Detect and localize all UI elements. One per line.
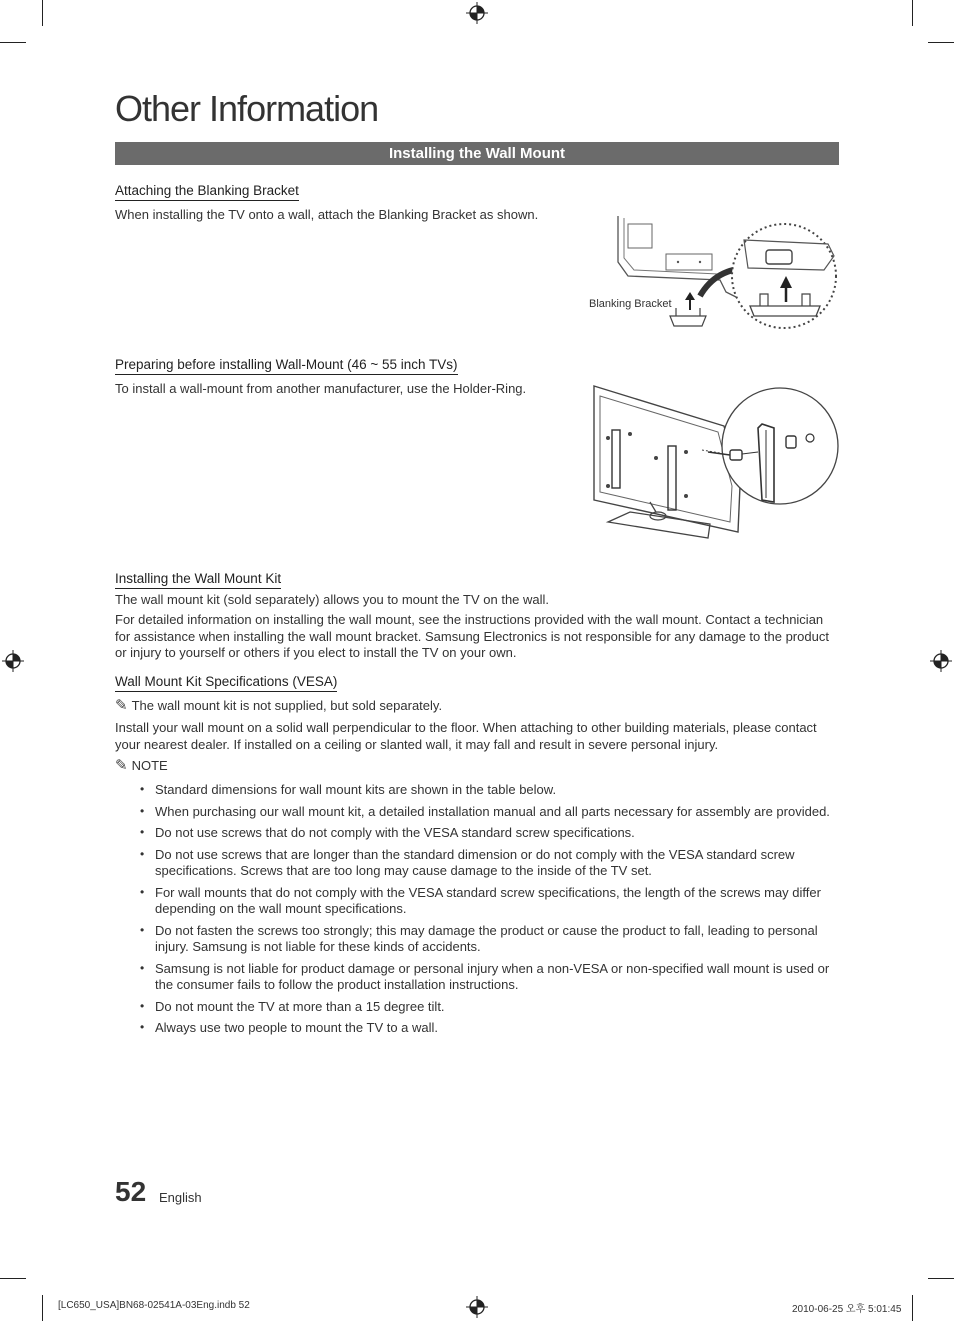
vesa-note-text: The wall mount kit is not supplied, but sold separately. xyxy=(131,698,443,713)
list-item: • Do not use screws that are longer than the standard dimension or do not comply with the VESA standard screw specifications. Screws that are too long may cause damage to the inside of the TV set. xyxy=(140,847,845,880)
pencil-note-icon: ✎ xyxy=(115,757,128,774)
crop-mark xyxy=(912,1295,913,1321)
list-item: • Always use two people to mount the TV to a wall. xyxy=(140,1020,845,1037)
list-item: • When purchasing our wall mount kit, a detailed installation manual and all parts necessary for assembly are provided. xyxy=(140,804,845,821)
note-label: NOTE xyxy=(131,758,168,773)
preparing-heading: Preparing before installing Wall-Mount (46 ~ 55 inch TVs) xyxy=(115,357,458,375)
note-label-line xyxy=(115,758,168,775)
section-title-bar: Installing the Wall Mount xyxy=(115,142,839,165)
page-language: English xyxy=(159,1190,202,1205)
vesa-text: Install your wall mount on a solid wall perpendicular to the floor. When attaching to other building materials, please contact your nearest dealer. If installed on a ceiling or slanted wall, it may fall and result in severe personal injury. xyxy=(115,720,817,752)
registration-mark-icon xyxy=(930,650,952,672)
crop-mark xyxy=(928,1278,954,1279)
footer-timestamp: 2010-06-25 오후 5:01:45 xyxy=(792,1304,902,1315)
pencil-note-icon: ✎ xyxy=(115,697,128,714)
list-item: • Do not use screws that do not comply with the VESA standard screw specifications. xyxy=(140,825,845,842)
crop-mark xyxy=(928,42,954,43)
vesa-note-line xyxy=(115,698,839,715)
registration-mark-icon xyxy=(466,2,488,24)
list-item: • For wall mounts that do not comply with the VESA standard screw specifications, the length of the screws may differ depending on the wall mount specifications. xyxy=(140,885,845,918)
crop-mark xyxy=(42,1295,43,1321)
footer-file-info: [LC650_USA]BN68-02541A-03Eng.indb 52 xyxy=(58,1300,250,1311)
crop-mark xyxy=(0,1278,26,1279)
wall-mount-kit-heading: Installing the Wall Mount Kit xyxy=(115,571,281,589)
crop-mark xyxy=(0,42,26,43)
blanking-bracket-text: When installing the TV onto a wall, attach the Blanking Bracket as shown. xyxy=(115,207,539,222)
blanking-bracket-heading: Attaching the Blanking Bracket xyxy=(115,183,299,201)
blanking-bracket-illustration xyxy=(588,210,840,342)
crop-mark xyxy=(42,0,43,26)
preparing-text: To install a wall-mount from another manufacturer, use the Holder-Ring. xyxy=(115,381,527,396)
registration-mark-icon xyxy=(2,650,24,672)
page-title: Other Information xyxy=(115,88,379,129)
wall-mount-kit-text-1: The wall mount kit (sold separately) allows you to mount the TV on the wall. xyxy=(115,592,550,607)
vesa-heading: Wall Mount Kit Specifications (VESA) xyxy=(115,674,337,692)
list-item: • Do not mount the TV at more than a 15 degree tilt. xyxy=(140,999,845,1016)
wall-mount-kit-text-2: For detailed information on installing the wall mount, see the instructions provided with the wall mount. Contact a technician for assistance when installing the wall mount bracket. Samsung Electronics is not responsible for any damage to the product or injury to yourself or others if you elect to install the TV on your own. xyxy=(115,612,829,660)
list-item: • Samsung is not liable for product damage or personal injury when a non-VESA or non-specified wall mount is used or the consumer fails to follow the product installation instructions. xyxy=(140,961,845,994)
blanking-bracket-label: Blanking Bracket xyxy=(589,298,672,310)
list-item: • Standard dimensions for wall mount kits are shown in the table below. xyxy=(140,782,845,799)
list-item: • Do not fasten the screws too strongly; this may damage the product or cause the product to fall, leading to personal injury. Samsung is not liable for these kinds of accidents. xyxy=(140,923,845,956)
note-bullet-list xyxy=(140,782,845,1042)
page-number: 52 xyxy=(115,1176,147,1207)
crop-mark xyxy=(912,0,913,26)
registration-mark-icon xyxy=(466,1296,488,1318)
holder-ring-illustration xyxy=(590,382,840,548)
